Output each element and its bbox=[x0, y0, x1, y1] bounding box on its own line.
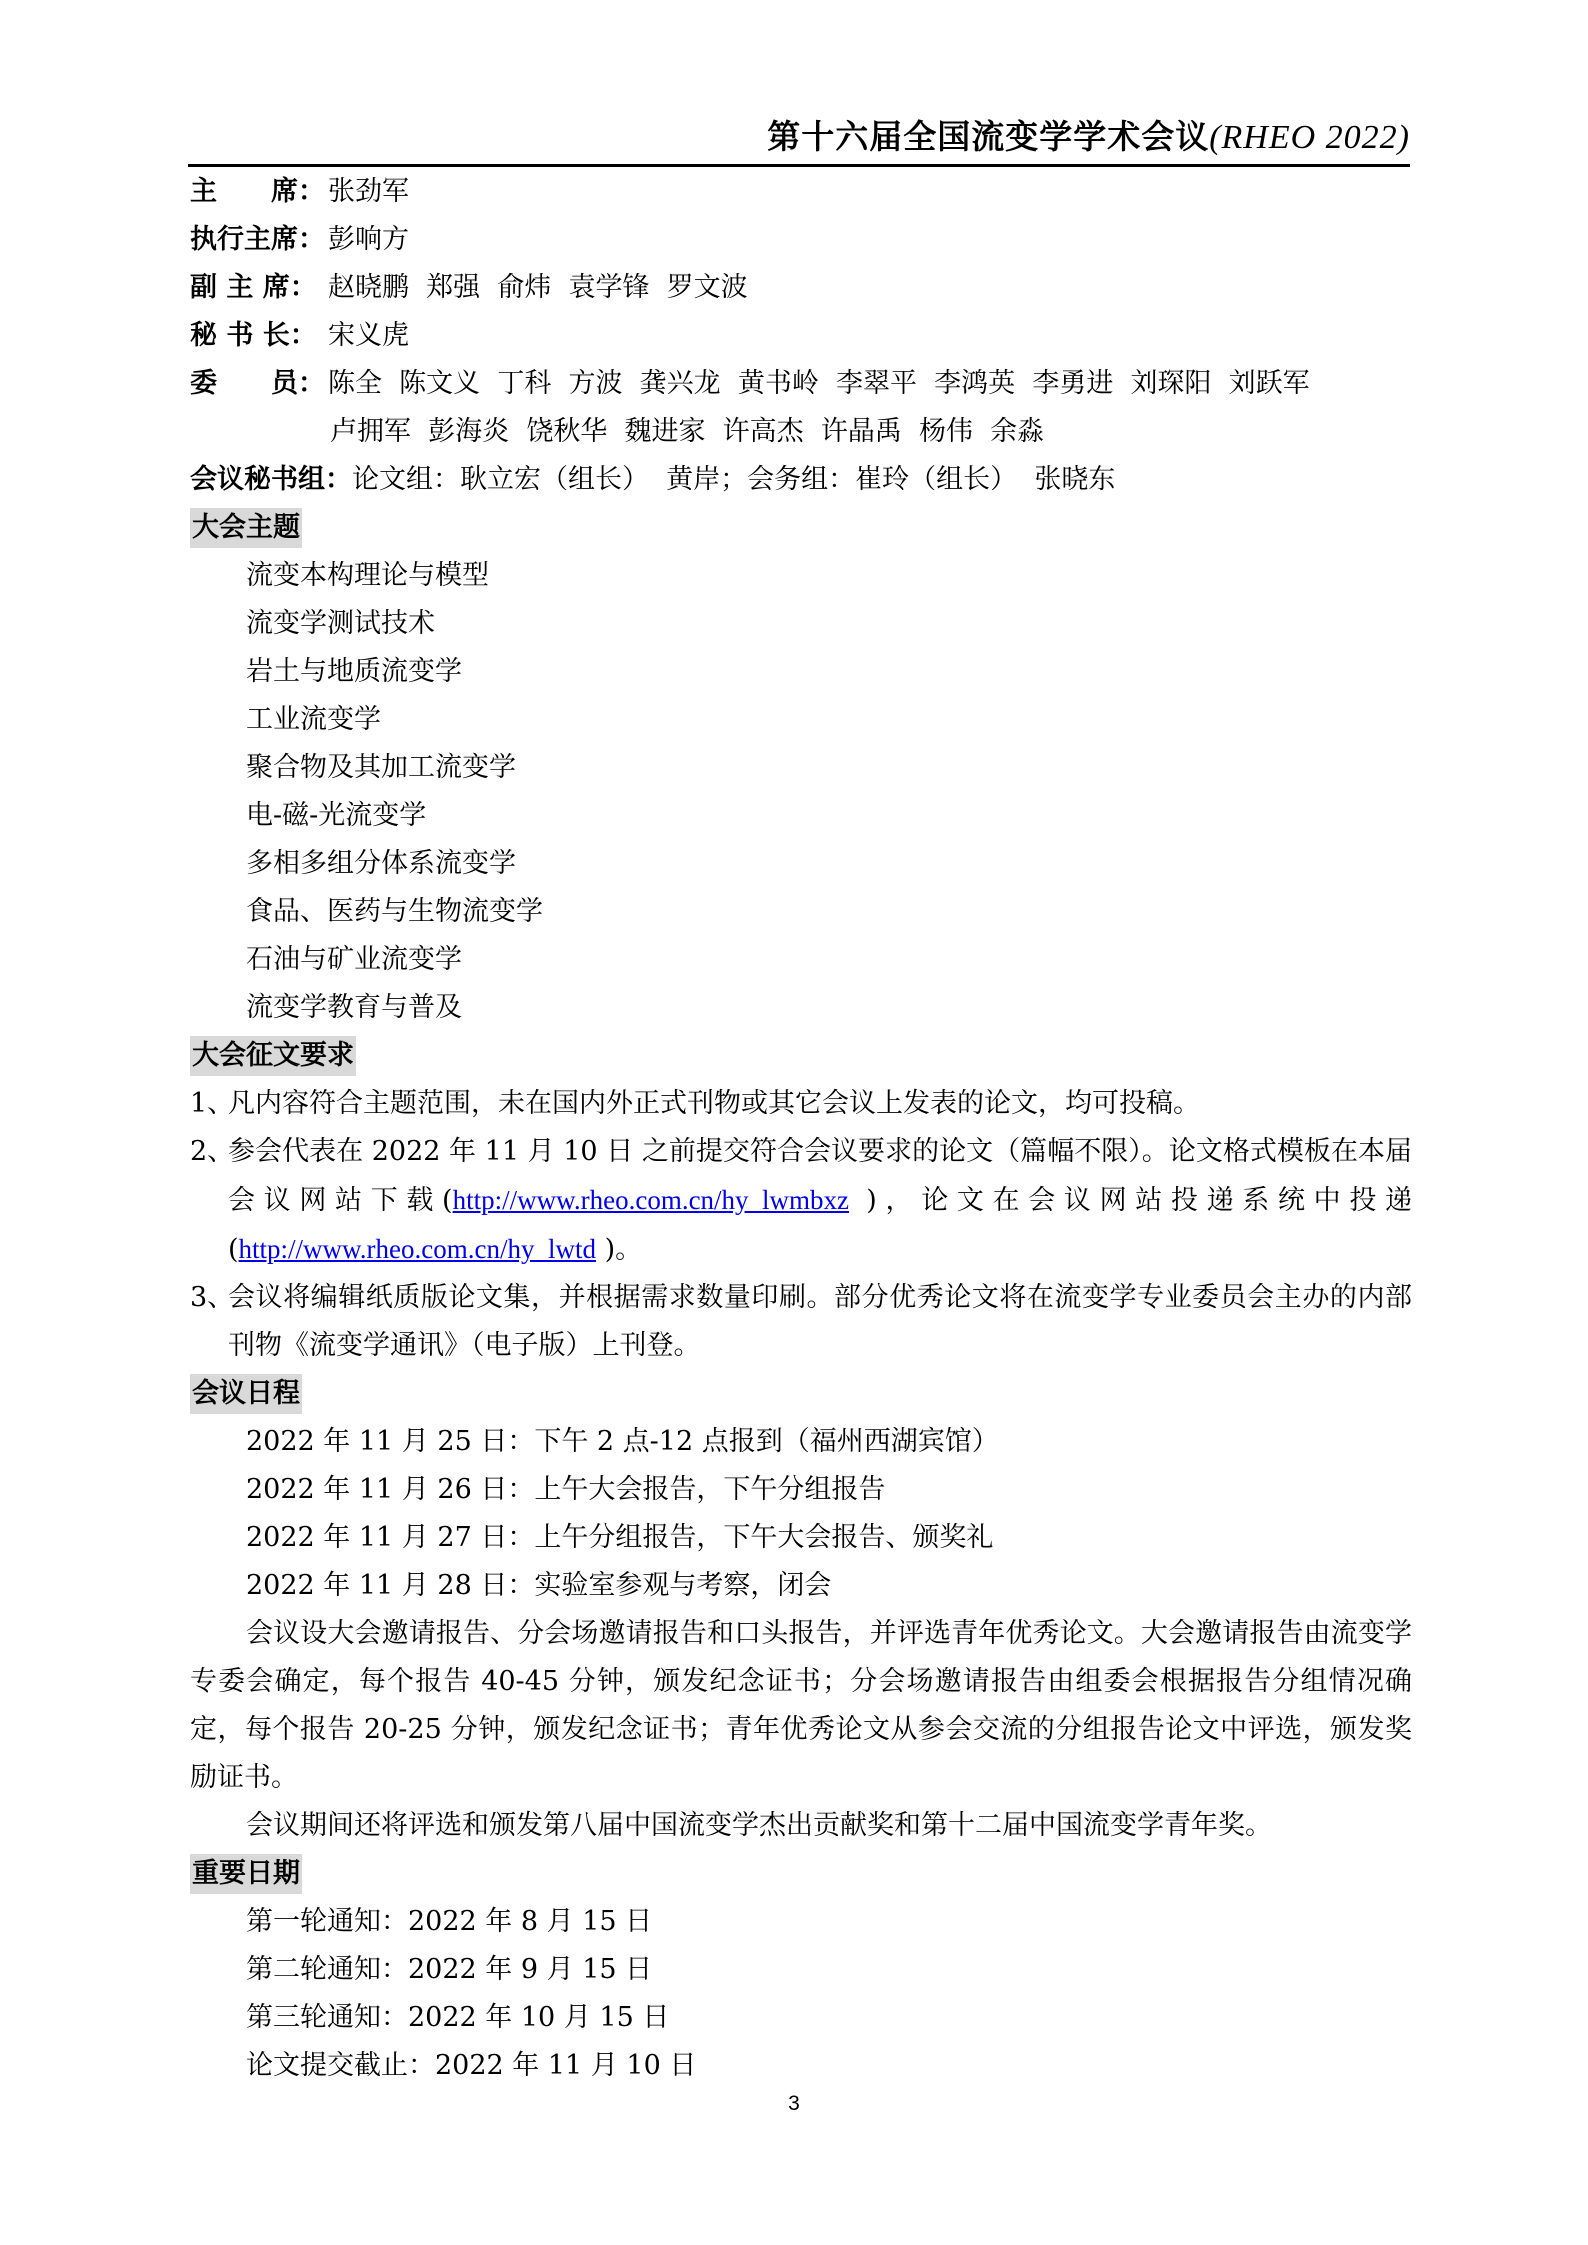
header-title-latin: (RHEO 2022) bbox=[1209, 119, 1410, 156]
dates-list bbox=[190, 1898, 1412, 2090]
themes-list bbox=[190, 552, 1412, 1032]
schedule-day: 2022 年 11 月 26 日：上午大会报告，下午分组报告 bbox=[246, 1474, 886, 1505]
theme-item: 石油与矿业流变学 bbox=[246, 944, 462, 975]
schedule-day: 2022 年 11 月 27 日：上午分组报告，下午大会报告、颁奖礼 bbox=[246, 1522, 994, 1553]
cfp-item-2 bbox=[190, 1128, 1412, 1274]
vice-chair-label: 副 主 席： bbox=[190, 272, 317, 303]
secretary-value: 宋义虎 bbox=[328, 320, 409, 351]
exec-chair-value: 彭响方 bbox=[328, 224, 409, 255]
theme-item: 流变学教育与普及 bbox=[246, 992, 462, 1023]
cfp-item-2-text-a: 参会代表在 2022 年 11 月 10 日 之前提交符合会议要求的论文（篇幅不限）。论文格式模板在本届会议网站下载( bbox=[228, 1136, 1412, 1216]
chair-label: 主 席： bbox=[190, 176, 325, 207]
vice-chair-value: 赵晓鹏 郑强 俞炜 袁学锋 罗文波 bbox=[328, 272, 748, 303]
header-title-cn: 第十六届全国流变学学术会议 bbox=[767, 117, 1210, 156]
cfp-item-1-number: 1、 bbox=[190, 1088, 235, 1119]
page-header bbox=[188, 115, 1410, 167]
schedule-heading: 会议日程 bbox=[190, 1374, 302, 1414]
exec-chair-row bbox=[190, 216, 1412, 264]
theme-item: 多相多组分体系流变学 bbox=[246, 848, 516, 879]
theme-item: 食品、医药与生物流变学 bbox=[246, 896, 543, 927]
cfp-heading-row bbox=[190, 1032, 1412, 1080]
secretariat-label: 会议秘书组： bbox=[190, 464, 352, 495]
cfp-item-3-text: 会议将编辑纸质版论文集，并根据需求数量印刷。部分优秀论文将在流变学专业委员会主办的内部刊物《流变学通讯》（电子版）上刊登。 bbox=[228, 1282, 1412, 1361]
date-item: 论文提交截止：2022 年 11 月 10 日 bbox=[246, 2050, 697, 2081]
date-item: 第三轮通知：2022 年 10 月 15 日 bbox=[246, 2002, 670, 2033]
theme-item: 流变本构理论与模型 bbox=[246, 560, 489, 591]
secretariat-row bbox=[190, 456, 1412, 504]
dates-heading: 重要日期 bbox=[190, 1854, 302, 1894]
cfp-item-2-number: 2、 bbox=[190, 1136, 235, 1167]
template-download-link[interactable]: http://www.rheo.com.cn/hy_lwmbxz bbox=[452, 1185, 850, 1215]
cfp-item-3 bbox=[190, 1274, 1412, 1370]
schedule-heading-row bbox=[190, 1370, 1412, 1418]
exec-chair-label: 执行主席： bbox=[190, 224, 325, 255]
theme-item: 工业流变学 bbox=[246, 704, 381, 735]
schedule-description: 会议设大会邀请报告、分会场邀请报告和口头报告，并评选青年优秀论文。大会邀请报告由流变学专委会确定，每个报告 40-45 分钟，颁发纪念证书；分会场邀请报告由组委会根据报告分组情况确定，每个报告 20-25 分钟，颁发纪念证书；青年优秀论文从参会交流的分组报告论文中评选，颁发奖励证书。 bbox=[190, 1618, 1412, 1793]
theme-item: 电-磁-光流变学 bbox=[246, 800, 427, 831]
date-item: 第一轮通知：2022 年 8 月 15 日 bbox=[246, 1906, 653, 1937]
cfp-item-3-number: 3、 bbox=[190, 1282, 235, 1313]
cfp-item-2-text-b: )，论文在会议网站投递系统中投递( bbox=[228, 1185, 1412, 1265]
theme-item: 岩土与地质流变学 bbox=[246, 656, 462, 687]
themes-heading-row bbox=[190, 504, 1412, 552]
schedule-day: 2022 年 11 月 25 日：下午 2 点-12 点报到（福州西湖宾馆） bbox=[246, 1426, 999, 1457]
theme-item: 流变学测试技术 bbox=[246, 608, 435, 639]
cfp-heading: 大会征文要求 bbox=[190, 1036, 356, 1076]
secretariat-value: 论文组：耿立宏（组长） 黄岸；会务组：崔玲（组长） 张晓东 bbox=[352, 464, 1116, 495]
chair-row bbox=[190, 168, 1412, 216]
awards-description: 会议期间还将评选和颁发第八届中国流变学杰出贡献奖和第十二届中国流变学青年奖。 bbox=[246, 1810, 1272, 1841]
theme-item: 聚合物及其加工流变学 bbox=[246, 752, 516, 783]
vice-chair-row bbox=[190, 264, 1412, 312]
cfp-item-2-text-c: )。 bbox=[596, 1234, 643, 1265]
members-value-line2: 卢拥军 彭海炎 饶秋华 魏进家 许高杰 许晶禹 杨伟 余淼 bbox=[330, 416, 1045, 447]
cfp-item-1-text: 凡内容符合主题范围，未在国内外正式刊物或其它会议上发表的论文，均可投稿。 bbox=[228, 1088, 1200, 1119]
members-row-2 bbox=[190, 408, 1412, 456]
schedule-day: 2022 年 11 月 28 日：实验室参观与考察，闭会 bbox=[246, 1570, 832, 1601]
document-body bbox=[190, 168, 1412, 2090]
page-number: 3 bbox=[788, 2092, 800, 2115]
members-value-line1: 陈全 陈文义 丁科 方波 龚兴龙 黄书岭 李翠平 李鸿英 李勇进 刘琛阳 刘跃军 bbox=[328, 368, 1310, 399]
submission-link[interactable]: http://www.rheo.com.cn/hy_lwtd bbox=[238, 1234, 596, 1264]
secretary-row bbox=[190, 312, 1412, 360]
schedule-list bbox=[190, 1418, 1412, 1610]
chair-value: 张劲军 bbox=[328, 176, 409, 207]
dates-heading-row bbox=[190, 1850, 1412, 1898]
secretary-label: 秘 书 长： bbox=[190, 320, 317, 351]
members-label: 委 员： bbox=[190, 368, 325, 399]
members-row bbox=[190, 360, 1412, 408]
date-item: 第二轮通知：2022 年 9 月 15 日 bbox=[246, 1954, 653, 1985]
cfp-item-1 bbox=[190, 1080, 1412, 1128]
themes-heading: 大会主题 bbox=[190, 508, 302, 548]
